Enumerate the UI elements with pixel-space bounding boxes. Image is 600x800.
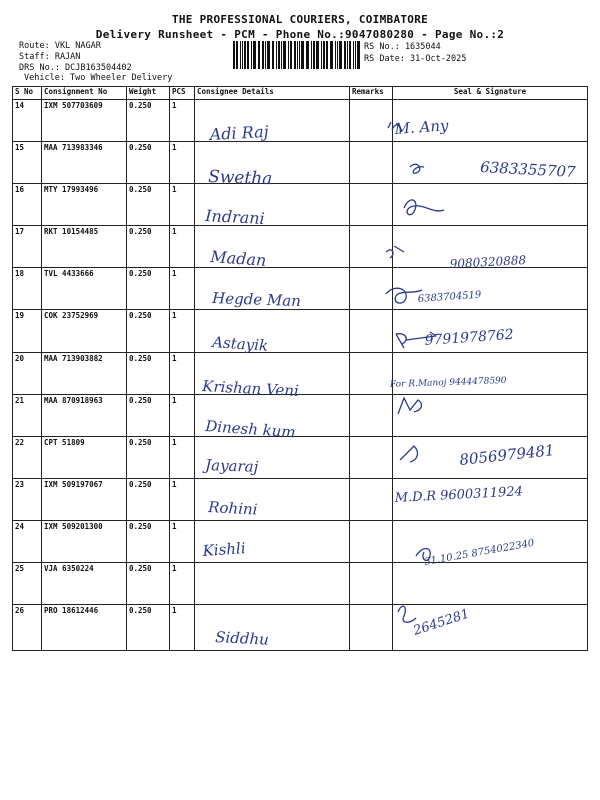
cell-signature [393, 184, 588, 226]
handwritten-name: Indrani [204, 206, 266, 229]
cell-remarks [350, 478, 393, 520]
cell-pcs: 1 [170, 352, 195, 394]
cell-pcs: 1 [170, 436, 195, 478]
cell-remarks [350, 310, 393, 352]
cell-consignee [195, 184, 350, 229]
table-header-row [13, 87, 588, 100]
cell-remarks [350, 142, 393, 184]
table-row [13, 352, 588, 394]
handwritten-name: Hegde Man [211, 289, 302, 311]
cell-remarks [350, 563, 393, 605]
table-row [13, 478, 588, 520]
handwritten-name: Adi Raj [209, 121, 270, 144]
cell-weight: 0.250 [127, 352, 170, 394]
table-row [13, 563, 588, 605]
cell-remarks [350, 226, 393, 268]
cell-sno: 23 [13, 478, 42, 520]
cell-weight: 0.250 [127, 563, 170, 605]
cell-consignment: MAA 713903882 [42, 352, 127, 394]
cell-sno: 21 [13, 394, 42, 436]
col-consignee: Consignee Details [195, 87, 350, 100]
cell-signature [393, 436, 588, 478]
route-label: Route: VKL NAGAR [19, 41, 101, 51]
cell-weight: 0.250 [127, 226, 170, 268]
cell-consignment: IXM 507703609 [42, 100, 127, 142]
cell-signature [393, 226, 588, 268]
cell-consignment: TVL 4433666 [42, 268, 127, 310]
cell-consignment: PRO 18612446 [42, 605, 127, 651]
rs-date: RS Date: 31-Oct-2025 [364, 54, 467, 64]
cell-consignment: MTY 17993496 [42, 184, 127, 226]
cell-consignee [195, 352, 350, 394]
handwritten-name: Kishli [202, 539, 247, 560]
cell-consignment: CPT 51809 [42, 436, 127, 478]
handwritten-name: Madan [209, 247, 267, 270]
barcode-image [233, 41, 361, 69]
runsheet-table [12, 86, 588, 651]
cell-pcs: 1 [170, 184, 195, 226]
cell-weight: 0.250 [127, 520, 170, 562]
cell-sno: 16 [13, 184, 42, 226]
cell-pcs: 1 [170, 226, 195, 268]
cell-weight: 0.250 [127, 394, 170, 436]
handwritten-name: Krishan Veni [201, 377, 300, 401]
cell-sno: 26 [13, 605, 42, 651]
cell-remarks [350, 605, 393, 651]
col-remarks: Remarks [350, 87, 393, 100]
table-row [13, 142, 588, 184]
handwritten-name: Dinesh kum [204, 417, 297, 442]
cell-pcs: 1 [170, 268, 195, 310]
handwritten-name: Jayaraj [204, 456, 259, 476]
table-row [13, 100, 588, 142]
cell-weight: 0.250 [127, 142, 170, 184]
cell-weight: 0.250 [127, 436, 170, 478]
cell-consignee [195, 226, 350, 268]
cell-consignee [195, 478, 350, 520]
cell-consignee [195, 268, 350, 310]
staff-label: Staff: RAJAN [19, 52, 81, 62]
cell-consignment: MAA 870918963 [42, 394, 127, 436]
cell-weight: 0.250 [127, 310, 170, 352]
cell-pcs: 1 [170, 310, 195, 352]
cell-weight: 0.250 [127, 268, 170, 310]
cell-weight: 0.250 [127, 100, 170, 142]
col-sno: S No [13, 87, 42, 100]
cell-consignment: COK 23752969 [42, 310, 127, 352]
cell-pcs: 1 [170, 563, 195, 605]
table-row [13, 394, 588, 436]
table-row [13, 436, 588, 478]
cell-remarks [350, 100, 393, 142]
cell-sno: 25 [13, 563, 42, 605]
col-weight: Weight [127, 87, 170, 100]
cell-signature [393, 142, 588, 184]
cell-signature [393, 100, 588, 142]
handwritten-name: Astayik [211, 333, 269, 355]
vehicle-label: Vehicle: Two Wheeler Delivery [24, 73, 173, 83]
cell-consignment: IXM 509201300 [42, 520, 127, 562]
rs-number: RS No.: 1635044 [364, 42, 441, 52]
handwritten-signature: 2645281 [411, 606, 472, 639]
cell-sno: 17 [13, 226, 42, 268]
table-row [13, 310, 588, 352]
cell-pcs: 1 [170, 520, 195, 562]
cell-remarks [350, 394, 393, 436]
cell-sno: 14 [13, 100, 42, 142]
cell-remarks [350, 184, 393, 226]
handwritten-signature: 31.10.25 8754022340 [423, 537, 536, 568]
cell-consignment: IXM 509197067 [42, 478, 127, 520]
cell-pcs: 1 [170, 605, 195, 651]
handwritten-signature: 9080320888 [449, 253, 527, 271]
table-row [13, 520, 588, 562]
handwritten-signature: M. Any [394, 116, 450, 138]
cell-signature [393, 310, 588, 352]
cell-remarks [350, 268, 393, 310]
cell-sno: 22 [13, 436, 42, 478]
table-row [13, 184, 588, 226]
cell-sno: 24 [13, 520, 42, 562]
cell-consignment: RKT 10154485 [42, 226, 127, 268]
cell-signature [393, 394, 588, 436]
cell-sno: 18 [13, 268, 42, 310]
handwritten-signature: 6383355707 [479, 158, 577, 181]
runsheet-subtitle: Delivery Runsheet - PCM - Phone No.:9047080280 - Page No.:2 [95, 28, 505, 41]
handwritten-signature: 8056979481 [458, 441, 556, 469]
cell-signature [393, 268, 588, 310]
cell-signature [393, 352, 588, 394]
table-row [13, 268, 588, 310]
cell-weight: 0.250 [127, 478, 170, 520]
cell-pcs: 1 [170, 394, 195, 436]
handwritten-signature: For R.Manoj 9444478590 [389, 375, 507, 390]
cell-sno: 15 [13, 142, 42, 184]
cell-sno: 20 [13, 352, 42, 394]
cell-signature [393, 563, 588, 605]
cell-consignment: MAA 713983346 [42, 142, 127, 184]
cell-consignee [195, 310, 350, 352]
col-pcs: PCS [170, 87, 195, 100]
cell-pcs: 1 [170, 478, 195, 520]
handwritten-signature: 9791978762 [424, 326, 515, 349]
cell-consignee [195, 520, 350, 562]
cell-weight: 0.250 [127, 184, 170, 226]
handwritten-signature: M.D.R 9600311924 [394, 484, 524, 506]
col-signature: Seal & Signature [393, 87, 588, 100]
cell-consignee [195, 605, 350, 651]
drs-label: DRS No.: DCJB163504402 [19, 63, 132, 73]
table-row [13, 605, 588, 651]
col-consignment: Consignment No [42, 87, 127, 100]
cell-pcs: 1 [170, 100, 195, 142]
cell-weight: 0.250 [127, 605, 170, 651]
cell-consignee [195, 436, 350, 478]
cell-signature [393, 605, 588, 651]
cell-remarks [350, 520, 393, 562]
handwritten-signature: 6383704519 [417, 289, 482, 305]
company-title: THE PROFESSIONAL COURIERS, COIMBATORE [171, 13, 429, 26]
cell-signature [393, 478, 588, 520]
cell-pcs: 1 [170, 142, 195, 184]
cell-remarks [350, 352, 393, 394]
handwritten-name: Swetha [207, 167, 273, 190]
handwritten-name: Siddhu [214, 628, 270, 649]
cell-sno: 19 [13, 310, 42, 352]
cell-consignment: VJA 6350224 [42, 563, 127, 605]
cell-consignee [195, 563, 350, 605]
handwritten-name: Rohini [207, 498, 258, 519]
cell-consignee [195, 142, 350, 184]
cell-consignee [195, 100, 350, 142]
cell-consignee [195, 394, 350, 436]
cell-remarks [350, 436, 393, 478]
cell-signature [393, 520, 588, 562]
table-row [13, 226, 588, 268]
